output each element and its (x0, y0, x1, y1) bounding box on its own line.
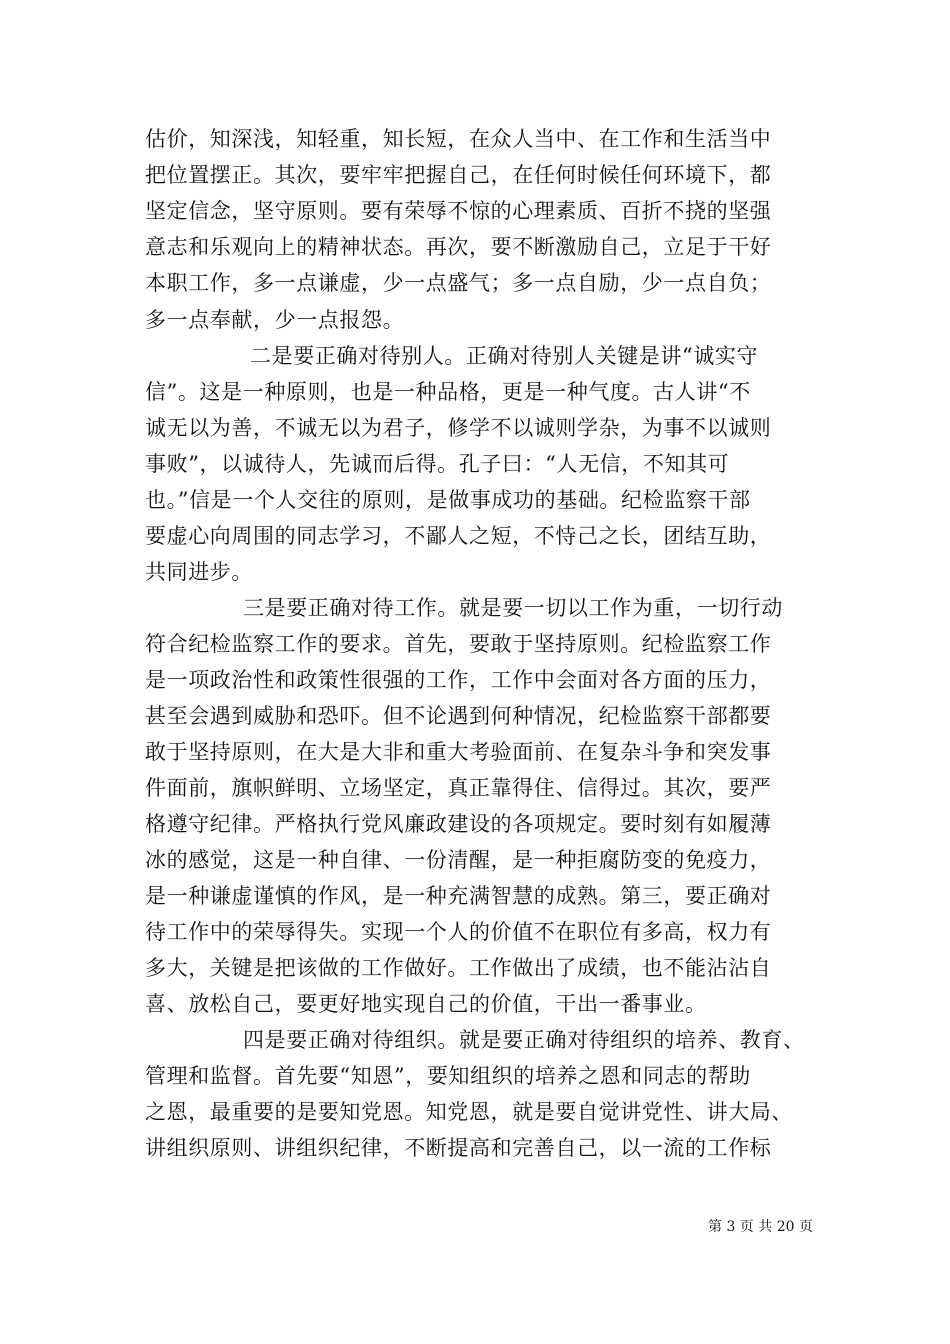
text-line: 多大，关键是把该做的工作做好。工作做出了成绩，也不能沾沾自 (145, 956, 772, 980)
text-line: 共同进步。 (145, 560, 253, 584)
paragraph-start-line: 三是要正确对待工作。就是要一切以工作为重，一切行动 (243, 596, 783, 620)
text-line: 坚定信念，坚守原则。要有荣辱不惊的心理素质、百折不挠的坚强 (145, 199, 772, 223)
text-line: 把位置摆正。其次，要牢牢把握自己，在任何时候任何环境下，都 (145, 163, 772, 187)
text-line: 事败”，以诚待人，先诚而后得。孔子曰：“人无信，不知其可 (145, 452, 730, 476)
text-line: 管理和监督。首先要“知恩”，要知组织的培养之恩和同志的帮助 (145, 1064, 751, 1088)
text-line: 冰的感觉，这是一种自律、一份清醒，是一种拒腐防变的免疫力， (145, 848, 772, 872)
text-line: 本职工作，多一点谦虚，少一点盛气；多一点自励，少一点自负； (145, 271, 772, 295)
text-line: 要虚心向周围的同志学习，不鄙人之短，不恃己之长，团结互助， (145, 524, 772, 548)
text-line: 甚至会遇到威胁和恐吓。但不论遇到何种情况，纪检监察干部都要 (145, 704, 772, 728)
paragraph-start-line: 二是要正确对待别人。正确对待别人关键是讲“诚实守 (250, 344, 759, 368)
text-line: 是一项政治性和政策性很强的工作，工作中会面对各方面的压力， (145, 668, 772, 692)
text-line: 讲组织原则、讲组织纪律，不断提高和完善自己，以一流的工作标 (145, 1136, 772, 1160)
text-line: 多一点奉献，少一点报怨。 (145, 308, 405, 332)
text-line: 估价，知深浅，知轻重，知长短，在众人当中、在工作和生活当中 (145, 127, 772, 151)
text-line: 之恩，最重要的是要知党恩。知党恩，就是要自觉讲党性、讲大局、 (145, 1100, 793, 1124)
text-line: 诚无以为善，不诚无以为君子，修学不以诚则学杂，为事不以诚则 (145, 416, 772, 440)
text-line: 是一种谦虚谨慎的作风，是一种充满智慧的成熟。第三，要正确对 (145, 884, 772, 908)
text-line: 意志和乐观向上的精神状态。再次，要不断激励自己，立足于干好 (145, 235, 772, 259)
text-line: 格遵守纪律。严格执行党风廉政建设的各项规定。要时刻有如履薄 (145, 812, 772, 836)
text-line: 敢于坚持原则，在大是大非和重大考验面前、在复杂斗争和突发事 (145, 740, 772, 764)
text-line: 信”。这是一种原则，也是一种品格，更是一种气度。古人讲“不 (145, 380, 751, 404)
page-number-footer: 第 3 页 共 20 页 (708, 1219, 813, 1235)
text-line: 也。”信是一个人交往的原则，是做事成功的基础。纪检监察干部 (145, 488, 751, 512)
text-line: 待工作中的荣辱得失。实现一个人的价值不在职位有多高，权力有 (145, 920, 772, 944)
paragraph-start-line: 四是要正确对待组织。就是要正确对待组织的培养、教育、 (243, 1028, 805, 1052)
text-line: 喜、放松自己，要更好地实现自己的价值，干出一番事业。 (145, 992, 707, 1016)
text-line: 符合纪检监察工作的要求。首先，要敢于坚持原则。纪检监察工作 (145, 632, 772, 656)
text-line: 件面前，旗帜鲜明、立场坚定，真正靠得住、信得过。其次，要严 (145, 776, 772, 800)
